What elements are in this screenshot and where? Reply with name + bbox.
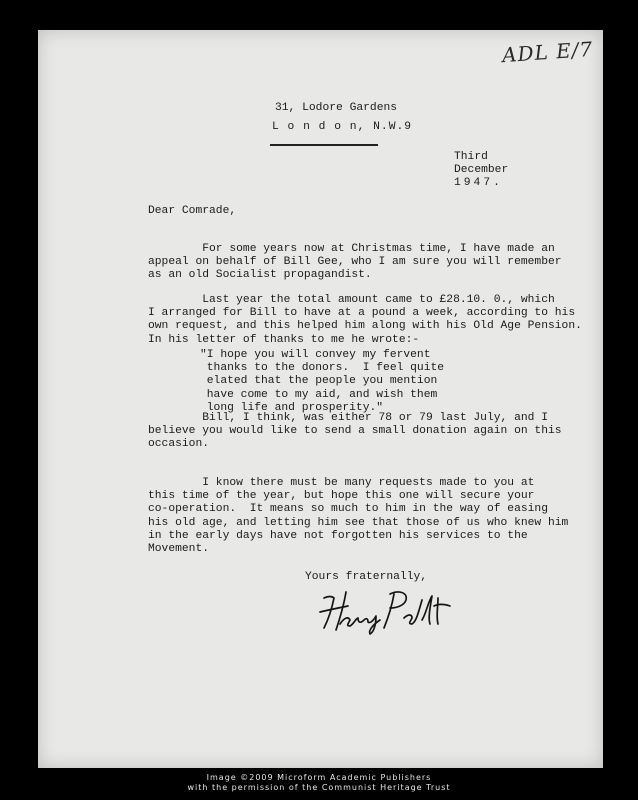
closing: Yours fraternally, (305, 571, 428, 583)
address-street: 31, Lodore Gardens (275, 102, 398, 114)
paragraph-appeal: For some years now at Christmas time, I have made an appeal on behalf of Bill Gee, who I am sure you will remember as an old Socialist propagandist. (148, 243, 562, 282)
paragraph-cooperation: I know there must be many requests made to you at this time of the year, but hope this one will secure your co-operation. It means so much to him in the way of easing his old age, and letting him see that those of us who knew him in the early days have not forgotten his services to the Movement. (148, 477, 569, 556)
footer-permission-line: with the permission of the Communist Heritage Trust (187, 783, 451, 792)
date-month: December (454, 164, 509, 177)
archive-reference-annotation: ADL E/7 (501, 36, 594, 68)
date-year: 1947. (454, 177, 503, 190)
handwritten-signature (318, 584, 458, 636)
letter-date (454, 151, 508, 191)
address-city: L o n d o n, N.W.9 (272, 121, 413, 133)
salutation: Dear Comrade, (148, 205, 237, 217)
address-underline (270, 144, 378, 146)
paragraph-last-year: Last year the total amount came to £28.10. 0., which I arranged for Bill to have at a pound a week, according to his own request, and this helped him along with his Old Age Pension. In his letter of thanks to me he wrote:- (148, 294, 582, 346)
copyright-footer (0, 773, 638, 793)
date-day: Third (454, 151, 488, 163)
quoted-letter: "I hope you will convey my fervent thanks to the donors. I feel quite elated that the people you mention have come to my aid, and wish them long life and prosperity." (200, 349, 445, 414)
paragraph-donation: Bill, I think, was either 78 or 79 last July, and I believe you would like to send a small donation again on this occasion. (148, 412, 562, 451)
footer-copyright-line: Image ©2009 Microform Academic Publishers (206, 773, 432, 782)
